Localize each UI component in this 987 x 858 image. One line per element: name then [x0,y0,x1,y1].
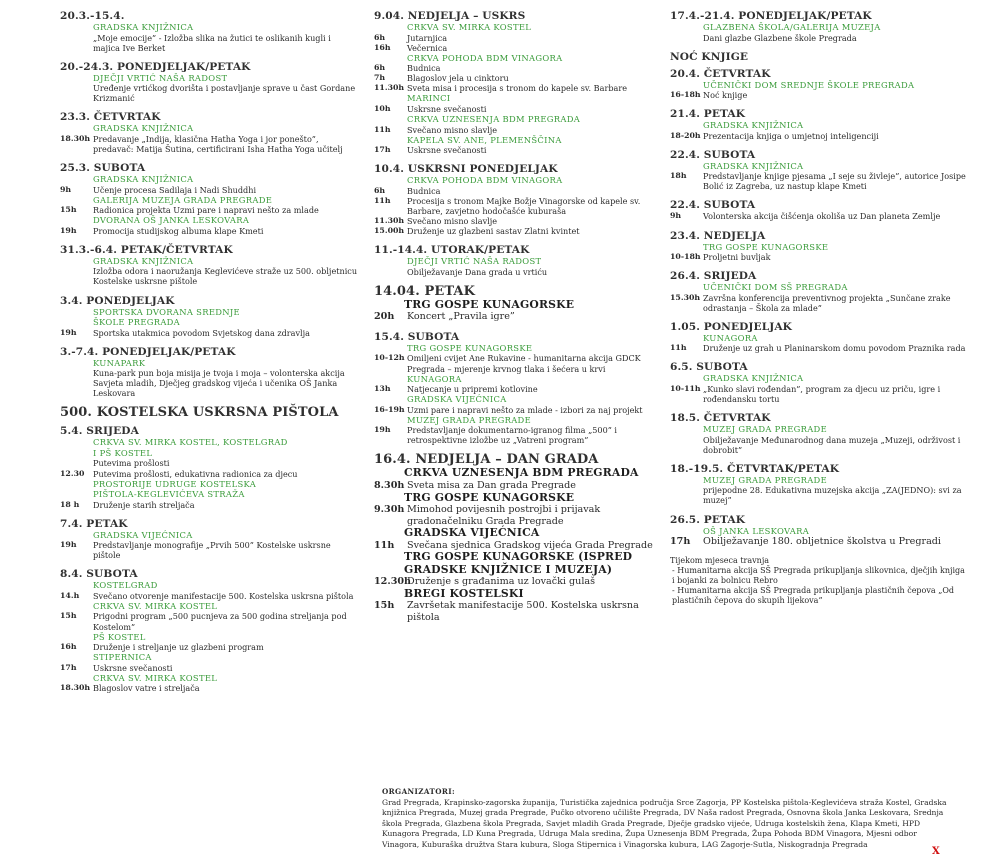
event-date: 18.-19.5. ČETVRTAK/PETAK [670,462,840,475]
event-time [374,267,407,277]
event-date: 18.5. ČETVRTAK [670,412,771,425]
event-block [670,230,970,263]
event-block [60,111,360,154]
event-block [374,285,662,323]
event-row [374,104,662,114]
event-block [60,568,360,693]
event-location: KOSTELGRAD [93,580,158,591]
event-location: DVORANA OŠ JANKA LESKOVARA [93,215,250,226]
event-description: Obilježavanje Međunarodnog dana muzeja „Muzeji, održivost i dobrobit” [703,434,961,455]
event-block [60,10,360,53]
event-time: 16-18h [670,90,701,100]
event-time: 16h [374,42,391,52]
event-time: 17h [60,662,77,672]
event-block [670,199,970,221]
event-description: Druženje uz grah u Planinarskom domu povodom Praznika rada [703,343,966,354]
event-description: Budnica [407,185,441,196]
event-row [60,226,360,236]
event-time: 11h [374,124,391,134]
event-time: 20h [374,311,395,323]
event-location: UČENIČKI DOM SŠ PREGRADA [703,282,848,293]
event-row [374,216,662,226]
event-time: 6h [374,63,386,73]
event-date: 22.4. SUBOTA [670,199,756,212]
event-row [670,536,970,548]
event-description: Druženje i streljanje uz glazbeni program [93,642,264,653]
event-location: UČENIČKI DOM SREDNJE ŠKOLE PREGRADA [703,79,915,90]
event-description: Prigodni program „500 pucnjeva za 500 godina streljanja pod Kostelom” [93,611,347,632]
event-row [374,353,662,373]
event-description: Druženje starih streljača [93,499,195,510]
event-description: Svečano misno slavlje [407,124,498,135]
event-row [374,63,662,73]
event-row [670,252,970,262]
event-time [60,368,93,398]
event-location: SPORTSKA DVORANA SREDNJE [93,306,240,317]
event-row [60,134,360,154]
event-row [60,33,360,53]
event-time: 10-12h [374,353,405,363]
event-row [60,611,360,631]
event-row [374,600,662,623]
event-time: 9.30h [374,504,405,516]
event-row [670,435,970,455]
event-location: I PŠ KOSTEL [93,447,153,458]
event-description: Predstavljanje knjige pjesama „I seje su živleje”, autorice Josipe Bolić iz Zagreba, uz nastup klape Kmeti [703,171,966,192]
event-location: PROSTORIJE UDRUGE KOSTELSKA [93,478,257,489]
event-location: MUZEJ GRADA PREGRADE [407,414,531,425]
corner-mark: X [932,846,940,857]
event-time [670,33,703,43]
event-location: ŠKOLE PREGRADA [93,317,181,328]
event-date: 11.-14.4. UTORAK/PETAK [374,244,530,257]
event-row [60,83,360,103]
event-location: MUZEJ GRADA PREGRADE [703,424,827,435]
event-location: DJEČJI VRTIĆ NAŠA RADOST [407,256,542,267]
event-time: 12.30h [374,576,412,588]
event-time: 16-19h [374,404,405,414]
event-date: 15.4. SUBOTA [374,330,460,343]
event-location: STIPERNICA [93,652,152,663]
event-date: 23.4. NEDJELJA [670,229,766,242]
event-time: 18-20h [670,130,701,140]
event-description: prijepodne 28. Edukativna muzejska akcija „ZA(JEDNO): svi za muzej” [703,485,962,506]
note-item: - Humanitarna akcija SŠ Pregrada prikupljanja slikovnica, dječjih knjiga i bojanki za bolnicu Rebro [672,565,965,585]
event-time [60,33,93,53]
event-date: 21.4. PETAK [670,108,746,121]
event-description: Natjecanje u pripremi kotlovine [407,384,538,395]
event-block [670,270,970,313]
event-row [60,500,360,510]
event-time [670,435,703,455]
event-location: GRADSKA KNJIŽNICA [93,174,194,185]
event-time: 14.h [60,590,80,600]
event-block [60,518,360,561]
column-3-events [670,10,970,548]
event-location: GRADSKA VIJEĆNICA [404,526,540,540]
event-row [670,33,970,43]
event-date: NOĆ KNJIGE [670,50,749,63]
event-description: Prezentacija knjiga o umjetnoj inteligenciji [703,130,879,141]
event-location: CRKVA SV. MIRKA KOSTEL, KOSTELGRAD [93,437,288,448]
event-time [60,83,93,103]
event-location: GRADSKA VIJEĆNICA [93,529,193,540]
event-row [374,186,662,196]
program-column-1 [60,10,360,701]
event-block [670,412,970,455]
organizers-heading: ORGANIZATORI: [382,787,456,796]
event-time: 13h [374,384,391,394]
event-location: KUNAGORA [703,332,758,343]
event-row [60,328,360,338]
program-column-3 [670,10,970,606]
event-time: 17h [374,145,391,155]
event-description: Radionica projekta Uzmi pare i napravi nešto za mlade [93,205,319,216]
event-description: Svečano misno slavlje [407,216,498,227]
event-location: OŠ JANKA LESKOVARA [703,525,810,536]
event-location: CRKVA UZNESENJA BDM PREGRADA [404,466,639,480]
event-date: 8.4. SUBOTA [60,568,138,581]
event-time: 18.30h [60,133,91,143]
event-row [670,211,970,221]
event-location: MARINCI [407,93,451,104]
event-row [374,73,662,83]
note-item: - Humanitarna akcija SŠ Pregrada prikupljanja plastičnih čepova „Od plastičnih čepova do skupih lijekova” [672,585,955,605]
event-description: Dani glazbe Glazbene škole Pregrada [703,32,857,43]
event-block [60,425,360,509]
event-time: 18h [670,171,687,181]
event-time: 9h [670,211,682,221]
event-row [374,196,662,216]
event-description: Predstavljanje monografije „Prvih 500” Kostelske uskrsne pištole [93,540,331,561]
event-time: 11.30h [374,216,405,226]
event-date: 9.04. NEDJELJA – USKRS [374,10,526,22]
event-row [60,683,360,693]
event-description: „Kunko slavi rođendan”, program za djecu uz priču, igre i rođendansku tortu [703,383,941,405]
event-description: Proljetni buvljak [703,252,771,263]
event-time [60,266,93,286]
event-block [60,244,360,287]
event-time: 15.00h [374,226,405,236]
event-location: CRKVA POHODA BDM VINAGORA [407,175,563,186]
event-row [670,384,970,404]
event-description: Sveta misa i procesija s tronom do kapele sv. Barbare [407,83,627,94]
event-date: 20.4. ČETVRTAK [670,67,771,80]
event-row [60,663,360,673]
event-block [670,514,970,548]
event-date: 1.05. PONEDJELJAK [670,320,792,333]
event-block [670,361,970,404]
organizers-text: Grad Pregrada, Krapinsko-zagorska županija, Turistička zajednica područja Srce Zagorja, PP Kostelska pištola-Keglevićeva straža Kostel, Gradska knjižnica Pregrada, Muzej grada Pregrade, Pučko otvoreno učilište Pregrada, DV Naša radost Pregrada, Osnovna škola Janka Leskovara, Srednja škola Pregrada, Glazbena škola Pregrada, Savjet mladih Grada Pregrade, Dječje gradsko vijeće, Udruga kostelskih žena, Klapa Kmeti, HPD Kunagora Pregrada, LD Kuna Pregrada, Udruga Mala sredina, Župa Uznesenja BDM Pregrada, Župa Pohoda BDM Vinagora, Mjesni odbor Vinagora, Kuburaška družtva Stara kubura, Sloga Stipernica i Vinagorska kubura, LAG Zagorje-Sutla, Niskogradnja Pregrada [382,797,947,849]
event-date: 31.3.-6.4. PETAK/ČETVRTAK [60,243,233,256]
event-date: 23.3. ČETVRTAK [60,111,161,124]
event-date: 20.-24.3. PONEDJELJAK/PETAK [60,60,251,73]
event-location: GRADSKA KNJIŽNICA [703,373,804,384]
event-location: CRKVA UZNESENJA BDM PREGRADA [407,114,581,125]
event-location: GRADSKA KNJIŽNICA [93,22,194,32]
event-time: 6h [374,185,386,195]
event-row [374,226,662,236]
event-row [374,311,662,323]
event-row [670,171,970,191]
event-time: 15h [374,600,395,612]
event-description: Volonterska akcija čišćenja okoliša uz Dan planeta Zemlje [703,211,941,222]
event-description: Uređenje vrtićkog dvorišta i postavljanje sprave u čast Gordane Krizmanić [93,83,356,104]
event-time: 18.30h [60,683,91,693]
event-row [374,125,662,135]
event-time: 19h [60,225,77,235]
event-time: 16h [60,642,77,652]
event-row [60,469,360,479]
event-description: Svečana sjednica Gradskog vijeća Grada Pregrade [407,539,653,551]
event-description: Mimohod povijesnih postrojbi i prijavak gradonačelniku Grada Pregrade [407,504,601,527]
event-time: 11.30h [374,83,405,93]
event-description: Putevima prošlosti, edukativna radionica za djecu [93,468,298,479]
event-description: Završetak manifestacije 500. Kostelska uskrsna pištola [407,600,639,624]
event-description: Putevima prošlosti [93,458,170,469]
event-row [374,480,662,492]
event-block [60,406,360,420]
event-time: 7h [374,73,386,83]
event-row [374,267,662,277]
event-date: 26.5. PETAK [670,513,746,526]
event-row [60,266,360,286]
event-description: Završna konferencija preventivnog projekta „Sunčane zrake odrastanja – Škola za mlade” [703,292,951,313]
event-date: 3.4. PONEDJELJAK [60,294,175,307]
program-column-2 [374,10,662,632]
notes-heading: Tijekom mjeseca travnja [670,555,770,565]
event-date: 16.4. NEDJELJA – DAN GRADA [374,452,599,468]
event-time [60,458,93,468]
event-time: 19h [60,540,77,550]
event-location: KAPELA SV. ANE, PLEMENŠČINA [407,134,562,145]
event-location: TRG GOSPE KUNAGORSKE [404,297,575,311]
event-location: KUNAPARK [93,357,146,368]
event-date: 22.4. SUBOTA [670,148,756,161]
event-row [374,384,662,394]
event-location: GRADSKA KNJIŽNICA [93,255,194,266]
event-time: 19h [60,327,77,337]
event-row [670,485,970,505]
event-time: 15h [60,611,77,621]
event-row [60,642,360,652]
event-description: Promocija studijskog albuma klape Kmeti [93,225,264,236]
event-description: Kuna-park pun boja misija je tvoja i moja – volonterska akcija Savjeta mladih, Dječjeg gradskog vijeća i učenika OŠ Janka Leskovara [93,368,345,399]
event-time: 11h [670,343,687,353]
event-date: 6.5. SUBOTA [670,361,748,374]
event-row [374,405,662,415]
event-description: Sportska utakmica povodom Svjetskog dana zdravlja [93,327,310,338]
event-row [60,368,360,398]
event-time: 15h [60,205,77,215]
event-description: Druženje uz glazbeni sastav Zlatni kvintet [407,226,580,237]
event-date: 14.04. PETAK [374,283,475,299]
event-description: Predavanje „Indija, klasična Hatha Yoga i jor ponešto”, predavač: Matija Šutina, certificirani Isha Hatha Yoga učitelj [93,133,343,154]
event-description: Obilježavanje Dana grada u vrtiću [407,266,548,277]
event-block [374,453,662,623]
event-block [374,10,662,155]
event-location: GRADSKA KNJIŽNICA [93,123,194,134]
notes-section [670,556,970,606]
event-location: MUZEJ GRADA PREGRADE [703,474,827,485]
event-block [670,68,970,101]
event-location: CRKVA SV. MIRKA KOSTEL [93,600,218,611]
event-time: 6h [374,32,386,42]
event-row [60,591,360,601]
event-block [670,149,970,192]
event-row [374,425,662,445]
event-row [670,293,970,313]
event-row [60,540,360,560]
event-block [670,108,970,141]
event-date: 25.3. SUBOTA [60,162,146,175]
event-row [670,343,970,353]
organizers-block [382,787,952,851]
event-time: 10-18h [670,252,701,262]
event-location: CRKVA POHODA BDM VINAGORA [407,52,563,63]
event-location: TRG GOSPE KUNAGORSKE [404,490,575,504]
event-location: GRADSKA VIJEĆNICA [407,394,507,405]
event-description: Uskrsne svečanosti [407,103,487,114]
event-time: 17h [670,536,691,547]
event-time: 12.30 [60,468,85,478]
event-time: 18 h [60,499,80,509]
event-row [670,131,970,141]
event-row [60,205,360,215]
event-location: TRG GOSPE KUNAGORSKE (ISPRED GRADSKE KNJIŽNICE I MUZEJA) [404,550,633,576]
event-description: Uskrsne svečanosti [407,145,487,156]
event-row [374,33,662,43]
event-time: 10-11h [670,383,701,393]
event-date: 3.-7.4. PONEDJELJAK/PETAK [60,345,236,358]
event-description: Druženje s građanima uz lovački gulaš [407,576,596,588]
event-location: KUNAGORA [407,373,462,384]
event-description: Predstavljanje dokumentarno-igranog filma „500” i retrospektivne izložbe uz „Vatreni program” [407,425,618,446]
event-time: 9h [60,184,72,194]
event-time: 15.30h [670,292,701,302]
event-date: 7.4. PETAK [60,517,128,530]
event-description: Sveta misa za Dan grada Pregrade [407,479,576,491]
event-time: 19h [374,425,391,435]
event-row [60,185,360,195]
event-block [60,162,360,236]
event-location: GRADSKA KNJIŽNICA [703,120,804,131]
event-row [374,504,662,527]
event-date: 26.4. SRIJEDA [670,270,757,283]
event-row [60,458,360,468]
event-description: Obilježavanje 180. obljetnice školstva u Pregradi [703,536,941,547]
event-description: Večernica [407,42,448,53]
event-location: GALERIJA MUZEJA GRADA PREGRADE [93,194,273,205]
event-date: 20.3.-15.4. [60,10,125,22]
event-description: Blagoslov vatre i streljača [93,683,200,694]
event-description: Procesija s tronom Majke Božje Vinagorske od kapele sv. Barbare, zavjetno hodočašće kuburaša [407,195,641,216]
event-row [374,145,662,155]
event-block [60,346,360,399]
event-date: 5.4. SRIJEDA [60,425,139,438]
event-date: 10.4. USKRSNI PONEDJELJAK [374,163,558,176]
event-block [374,331,662,446]
event-description: Uzmi pare i napravi nešto za mlade - izbori za naj projekt [407,404,643,415]
event-location: GRADSKA KNJIŽNICA [703,160,804,171]
event-block [670,10,970,43]
event-location: TRG GOSPE KUNAGORSKE [407,342,533,353]
event-time: 10h [374,103,391,113]
event-location: CRKVA SV. MIRKA KOSTEL [93,672,218,683]
event-time: 8.30h [374,479,405,491]
event-time: 11h [374,539,395,551]
event-description: Uskrsne svečanosti [93,662,173,673]
event-block [60,61,360,104]
event-description: Koncert „Pravila igre” [407,311,515,323]
event-description: Izložba odora i naoružanja Keglevićeve straže uz 500. obljetnicu Kostelske uskrsne pištole [93,266,358,287]
event-block [374,163,662,236]
event-description: „Moje emocije” - Izložba slika na žutici te oslikanih kugli i majica Ive Berket [93,32,331,53]
event-block [60,295,360,338]
event-block [670,463,970,506]
event-row [670,90,970,100]
event-date: 17.4.-21.4. PONEDJELJAK/PETAK [670,10,872,22]
event-location: DJEČJI VRTIĆ NAŠA RADOST [93,72,228,83]
event-description: Učenje procesa Sadilaja i Nadi Shuddhi [93,184,257,195]
event-date: 500. KOSTELSKA USKRSNA PIŠTOLA [60,405,339,421]
event-location: PŠ KOSTEL [93,631,146,642]
event-time: 11h [374,195,391,205]
event-block [670,51,970,63]
event-time [670,485,703,505]
event-location: PIŠTOLA-KEGLEVIĆEVA STRAŽA [93,489,245,500]
event-description: Svečano otvorenje manifestacije 500. Kostelska uskrsna pištola [93,590,354,601]
event-row [374,83,662,93]
event-block [670,321,970,354]
event-location: TRG GOSPE KUNAGORSKE [703,241,829,252]
event-description: Noć knjige [703,90,748,101]
event-description: Blagoslov jela u cinktoru [407,73,509,84]
event-description: Jutarnjica [407,32,448,43]
event-location: CRKVA SV. MIRKA KOSTEL [407,22,532,32]
event-block [374,244,662,277]
event-description: Budnica [407,63,441,74]
event-row [374,43,662,53]
event-description: Omiljeni cvijet Ane Rukavine - humanitarna akcija GDCK Pregrada – mjerenje krvnog tlaka i šećera u krvi [407,353,641,374]
event-location: BREGI KOSTELSKI [404,586,524,600]
event-location: GLAZBENA ŠKOLA/GALERIJA MUZEJA [703,22,881,32]
